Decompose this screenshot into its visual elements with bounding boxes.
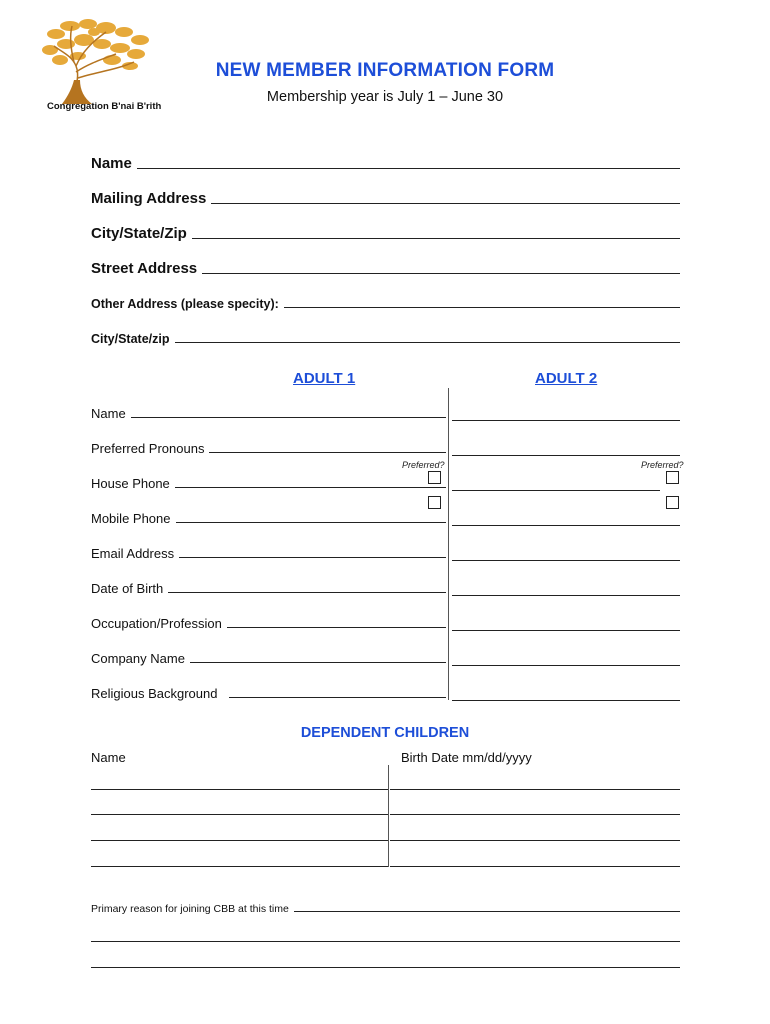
child-1-name-field[interactable]: [91, 789, 388, 790]
city-state-zip-2-field[interactable]: [91, 332, 680, 346]
city-state-zip-label: City/State/Zip: [91, 225, 187, 242]
adult1-company-field[interactable]: [91, 651, 446, 666]
household-name-field[interactable]: [91, 155, 680, 172]
street-address-field[interactable]: [91, 260, 680, 277]
adult1-house-phone-preferred-checkbox[interactable]: [428, 471, 441, 484]
house-phone-label: House Phone: [91, 476, 170, 491]
other-address-field[interactable]: [91, 297, 680, 311]
form-subtitle: Membership year is July 1 – June 30: [266, 89, 504, 105]
reason-field[interactable]: [91, 903, 680, 915]
adult1-house-phone-field[interactable]: [91, 476, 446, 491]
adult2-pronouns-field[interactable]: [452, 455, 680, 456]
street-address-label: Street Address: [91, 260, 198, 277]
reason-line-2[interactable]: [91, 941, 680, 942]
adult2-preferred-label: Preferred?: [641, 460, 684, 470]
adult-pronouns-label: Preferred Pronouns: [91, 441, 205, 456]
adult1-name-field[interactable]: [91, 406, 446, 421]
dob-label: Date of Birth: [91, 581, 164, 596]
adult2-house-phone-preferred-checkbox[interactable]: [666, 471, 679, 484]
children-birth-column-header: Birth Date mm/dd/yyyy: [401, 750, 532, 765]
adult-column-divider: [448, 388, 449, 700]
adult2-religious-field[interactable]: [452, 700, 680, 701]
form-title: NEW MEMBER INFORMATION FORM: [215, 60, 555, 81]
mailing-address-field[interactable]: [91, 190, 680, 207]
children-heading: DEPENDENT CHILDREN: [300, 725, 470, 741]
child-4-name-field[interactable]: [91, 866, 388, 867]
adult1-preferred-label: Preferred?: [402, 460, 445, 470]
adult1-mobile-phone-preferred-checkbox[interactable]: [428, 496, 441, 509]
adult1-mobile-phone-field[interactable]: [91, 511, 446, 526]
child-2-birth-field[interactable]: [390, 814, 680, 815]
adult-1-heading: ADULT 1: [293, 370, 356, 387]
mobile-phone-label: Mobile Phone: [91, 511, 171, 526]
mailing-address-label: Mailing Address: [91, 190, 207, 207]
adult1-dob-field[interactable]: [91, 581, 446, 596]
adult2-mobile-phone-preferred-checkbox[interactable]: [666, 496, 679, 509]
company-label: Company Name: [91, 651, 185, 666]
email-label: Email Address: [91, 546, 175, 561]
child-4-birth-field[interactable]: [390, 866, 680, 867]
reason-line-3[interactable]: [91, 967, 680, 968]
children-column-divider: [388, 765, 389, 867]
adult2-mobile-phone-field[interactable]: [452, 525, 680, 526]
children-name-column-header: Name: [91, 750, 126, 765]
household-name-label: Name: [91, 155, 132, 172]
religious-label: Religious Background: [91, 686, 218, 701]
adult2-house-phone-field[interactable]: [452, 490, 660, 491]
adult1-pronouns-field[interactable]: [91, 441, 446, 456]
child-3-name-field[interactable]: [91, 840, 388, 841]
org-name: Congregation B'nai B'rith: [47, 101, 162, 112]
adult2-name-field[interactable]: [452, 420, 680, 421]
adult1-occupation-field[interactable]: [91, 616, 446, 631]
child-3-birth-field[interactable]: [390, 840, 680, 841]
child-2-name-field[interactable]: [91, 814, 388, 815]
other-address-label: Other Address (please specity):: [91, 297, 279, 311]
adult2-dob-field[interactable]: [452, 595, 680, 596]
city-state-zip-field[interactable]: [91, 225, 680, 242]
city-state-zip-2-label: City/State/zip: [91, 332, 170, 346]
reason-label: Primary reason for joining CBB at this time: [91, 903, 289, 915]
adult1-religious-field[interactable]: [91, 686, 446, 701]
adult2-email-field[interactable]: [452, 560, 680, 561]
adult2-occupation-field[interactable]: [452, 630, 680, 631]
adult-2-heading: ADULT 2: [535, 370, 598, 387]
child-1-birth-field[interactable]: [390, 789, 680, 790]
adult2-company-field[interactable]: [452, 665, 680, 666]
occupation-label: Occupation/Profession: [91, 616, 222, 631]
adult-name-label: Name: [91, 406, 126, 421]
adult1-email-field[interactable]: [91, 546, 446, 561]
